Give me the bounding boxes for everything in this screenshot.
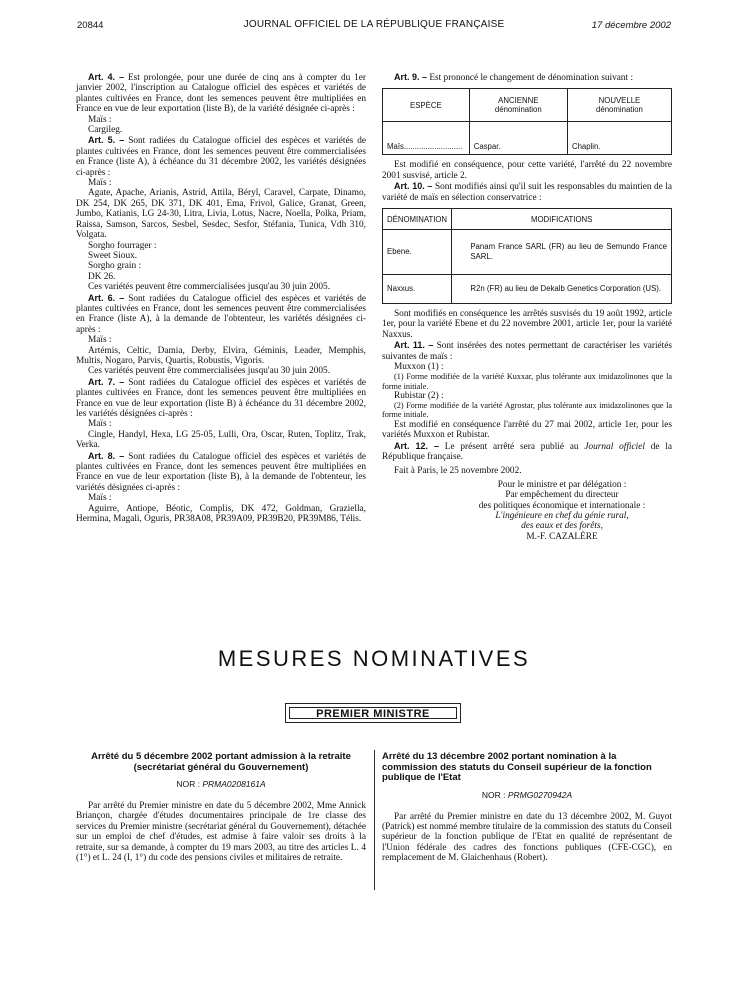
commercialisation-note: Ces variétés peuvent être commercialisées jusqu'au 30 juin 2005. bbox=[88, 282, 331, 293]
article-8: Art. 8. – Sont radiées du Catalogue officiel des espèces et variétés de plantes cultivées en France, dont les semences peuvent être multipliées en France en vue de leur exportation (liste B), à la demande de l'obtenteur, les variétés désignées ci-après : bbox=[76, 450, 366, 493]
signature-block: Pour le ministre et par délégation : Par empêchement du directeur des politiques économique et internationale : L'ingénieure en chef du génie rural, des eaux et des forêts, M.-F. CAZALÈRE bbox=[382, 480, 672, 542]
article-4: Art. 4. – Est prolongée, pour une durée de cinq ans à compter du 1er janvier 2002, l'inscription au Catalogue officiel des espèces et variétés de plantes cultivées en France, dont les semences peuvent être multipliées en France en vue de leur exportation (liste B), de la variété désignée ci-après : bbox=[76, 72, 366, 115]
article-11: Art. 11. – Sont insérées des notes permettant de caractériser les variétés suivantes de maïs : bbox=[382, 340, 672, 362]
journal-title: JOURNAL OFFICIEL DE LA RÉPUBLIQUE FRANÇAISE bbox=[243, 19, 505, 30]
table-cell: Chaplin. bbox=[567, 122, 671, 155]
footnote: (2) Forme modifiée de la variété Agrostar, plus tolérante aux imidazolinones que la forme initiale. bbox=[382, 401, 672, 420]
species-label: Maïs : bbox=[88, 419, 112, 430]
species-label: Maïs : bbox=[88, 178, 112, 189]
section-title: MESURES NOMINATIVES bbox=[217, 646, 531, 671]
variety-list: DK 26. bbox=[88, 271, 116, 282]
variety-list: Cingle, Handyl, Hexa, LG 25-05, Lulli, Ora, Oscar, Ruten, Toplitz, Trak, Verka. bbox=[76, 429, 366, 451]
table-cell: Panam France SARL (FR) au lieu de Semundo France SARL. bbox=[452, 230, 672, 275]
right-column bbox=[382, 72, 672, 542]
table-cell: Naxxus. bbox=[383, 275, 452, 304]
arrete-body: Par arrêté du Premier ministre en date du 5 décembre 2002, Mme Annick Briançon, chargée d'études documentaires principale de 1re classe des services du Premier ministre (secrétariat général du Gouvernement), détachée sur un emploi de chef d'études, est admise à faire valoir ses droits à la retraite, sur sa demande, à compter du 19 mars 2003, au titre des articles L. 4 (1°) et L. 24 (I, 1°) du code des pensions civiles et militaires de retraite. bbox=[76, 801, 366, 864]
commercialisation-note: Ces variétés peuvent être commercialisées jusqu'au 30 juin 2005. bbox=[88, 366, 331, 377]
place-date: Fait à Paris, le 25 novembre 2002. bbox=[394, 466, 522, 477]
species-label: Maïs : bbox=[88, 493, 112, 504]
article-5: Art. 5. – Sont radiées du Catalogue officiel des espèces et variétés de plantes cultivées en France, dont les semences peuvent être commercialisées en France (liste A), à échéance du 31 décembre 2002, les variétés désignées ci-après : bbox=[76, 135, 366, 178]
arrete-body: Par arrêté du Premier ministre en date du 13 décembre 2002, M. Guyot (Patrick) est nommé membre titulaire de la commission des statuts du Conseil supérieur de la fonction publique de l'Etat en qualité de représentant de l'Union fédérale des cadres des fonctions publiques (CFE-CGC), en remplacement de M. Glaichenhaus (Robert). bbox=[382, 811, 672, 864]
variety-label: Muxxon (1) : bbox=[394, 362, 444, 373]
arrete-title: Arrêté du 13 décembre 2002 portant nomination à la commission des statuts du Conseil supérieur de la fonction publique de l'Etat bbox=[382, 751, 652, 783]
footnote: (1) Forme modifiée de la variété Kuxxar, plus tolérante aux imidazolinones que la forme initiale. bbox=[382, 372, 672, 391]
variety-label: Rubistar (2) : bbox=[394, 390, 444, 401]
arrete-nomination bbox=[382, 752, 672, 864]
denomination-change-table bbox=[382, 88, 672, 155]
table-cell: Caspar. bbox=[469, 122, 567, 155]
article-9-consequence: Est modifié en conséquence, pour cette variété, l'arrêté du 22 novembre 2001 susvisé, article 2. bbox=[382, 160, 672, 181]
variety-list: Aguirre, Antiope, Béotic, Complis, DK 472, Goldman, Graziella, Hermina, Magali, Oguris, PR38A08, PR39A09, PR39B20, PR39M86, Télis. bbox=[76, 503, 366, 525]
variety-list: Artémis, Celtic, Damia, Derby, Elvira, Géminis, Leader, Memphis, Multis, Nogaro, Parvis, Quartis, Robustis, Vigoris. bbox=[76, 345, 366, 366]
article-12: Art. 12. – Le présent arrêté sera publié au Journal officiel de la République française. bbox=[382, 440, 673, 462]
column-divider bbox=[374, 750, 375, 890]
issue-date: 17 décembre 2002 bbox=[591, 20, 671, 31]
table-cell: Ebene. bbox=[383, 230, 452, 275]
arrete-retraite bbox=[76, 752, 366, 863]
table-header: MODIFICATIONS bbox=[452, 209, 672, 230]
variety-list: Agate, Apache, Arianis, Astrid, Attila, Béryl, Caravel, Carpate, Dinamo, DK 254, DK 265, DK 371, DK 401, Ema, Frivol, Galice, Granat, Green, Jumbo, Katianis, LG 24-30, Litra, Livia, Lotus, Nacre, Noella, Polka, Priam, Raissa, Samson, Sarcos, Sesbel, Sesdec, Sesfor, Stéfania, Tunica, Vdh 310, Volgata. bbox=[76, 188, 366, 241]
table-header: NOUVELLE dénomination bbox=[567, 89, 671, 122]
left-column bbox=[76, 72, 366, 524]
ministry-box bbox=[285, 703, 461, 723]
article-11-consequence: Est modifié en conséquence l'arrêté du 27 mai 2002, article 1er, pour les variétés Muxxon et Rubistar. bbox=[382, 419, 672, 441]
species-label: Maïs : bbox=[88, 114, 112, 125]
species-label: Maïs : bbox=[88, 335, 112, 346]
nor-reference: NOR : PRMG0270942A bbox=[481, 789, 573, 800]
arrete-title: Arrêté du 5 décembre 2002 portant admission à la retraite (secrétariat général du Gouvernement) bbox=[91, 751, 351, 773]
article-6: Art. 6. – Sont radiées du Catalogue officiel des espèces et variétés de plantes cultivées en France, dont les semences peuvent être commercialisées en France (liste A), à la demande de l'obtenteur, les variétés désignées ci-après : bbox=[76, 292, 366, 335]
maintainer-table bbox=[382, 208, 672, 304]
species-label: Sorgho grain : bbox=[88, 261, 142, 272]
article-10-consequence: Sont modifiés en conséquence les arrêtés susvisés du 19 août 1992, article 1er, pour la variété Ebene et du 22 novembre 2001, article 1er, pour la variété Naxxus. bbox=[382, 309, 672, 340]
article-10: Art. 10. – Sont modifiés ainsi qu'il suit les responsables du maintien de la variété de maïs en sélection conservatrice : bbox=[382, 181, 673, 203]
article-7: Art. 7. – Sont radiées du Catalogue officiel des espèces et variétés de plantes cultivées en France, dont les semences peuvent être multipliées en France en vue de leur exportation (liste B) à échéance du 31 décembre 2002, les variétés désignées ci-après : bbox=[76, 376, 366, 419]
variety-list: Cargileg. bbox=[88, 125, 123, 136]
nor-reference: NOR : PRMA0208161A bbox=[176, 779, 266, 789]
table-header: ANCIENNE dénomination bbox=[469, 89, 567, 122]
page-number: 20844 bbox=[77, 20, 104, 31]
table-header: DÉNOMINATION bbox=[383, 209, 452, 230]
species-label: Sorgho fourrager : bbox=[88, 240, 157, 251]
ministry-title: PREMIER MINISTRE bbox=[289, 707, 457, 719]
article-9: Art. 9. – Est prononcé le changement de dénomination suivant : bbox=[394, 72, 634, 83]
table-header: ESPÈCE bbox=[383, 89, 470, 122]
table-cell: Maïs........................... bbox=[383, 122, 470, 155]
variety-list: Sweet Sioux. bbox=[88, 250, 138, 261]
signatory-name: M.-F. CAZALÈRE bbox=[526, 531, 598, 542]
table-cell: R2n (FR) au lieu de Dekalb Genetics Corporation (US). bbox=[452, 275, 672, 304]
